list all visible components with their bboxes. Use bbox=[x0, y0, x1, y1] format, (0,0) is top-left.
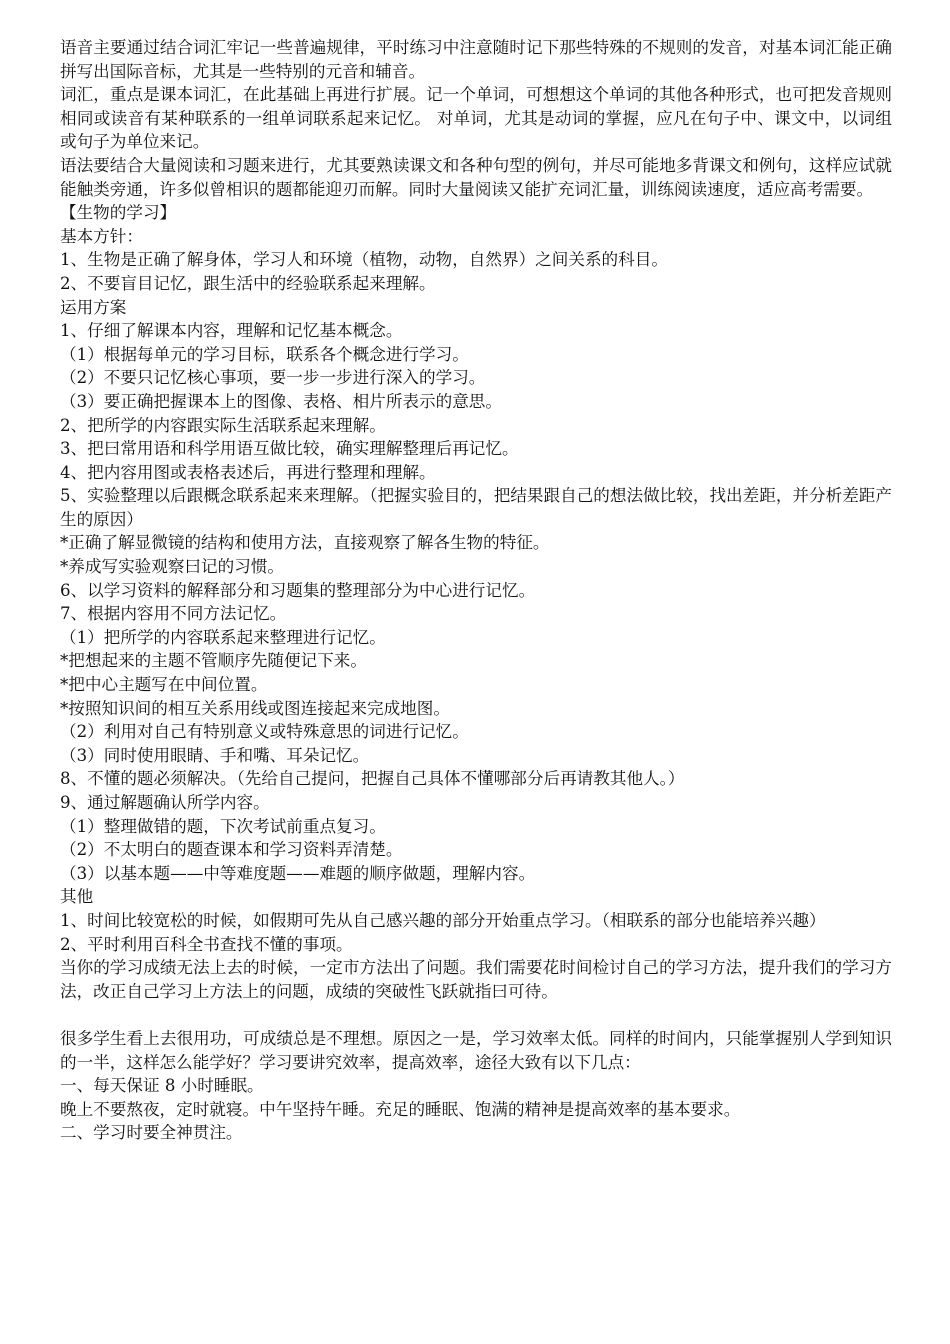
blank-line bbox=[60, 1003, 892, 1027]
section-heading: 【生物的学习】 bbox=[60, 203, 177, 223]
list-item: （3）同时使用眼睛、手和嘴、耳朵记忆。 bbox=[60, 745, 370, 765]
list-item: （2）利用对自己有特别意义或特殊意思的词进行记忆。 bbox=[60, 722, 469, 742]
subheading: 运用方案 bbox=[60, 297, 127, 317]
list-item: 4、把内容用图或表格表述后，再进行整理和理解。 bbox=[60, 462, 436, 482]
paragraph: 很多学生看上去很用功，可成绩总是不理想。原因之一是，学习效率太低。同样的时间内，只能掌握别人学到知识的一半，这样怎么能学好？学习要讲究效率，提高效率，途径大致有以下几点： bbox=[60, 1028, 892, 1072]
list-item: 8、不懂的题必须解决。（先给自己提问，把握自己具体不懂哪部分后再请教其他人。） bbox=[60, 769, 685, 789]
list-item: （3）要正确把握课本上的图像、表格、相片所表示的意思。 bbox=[60, 391, 502, 411]
list-item: （1）整理做错的题，下次考试前重点复习。 bbox=[60, 816, 386, 836]
list-item: 3、把曰常用语和科学用语互做比较，确实理解整理后再记忆。 bbox=[60, 439, 519, 459]
list-item: 一、每天保证 8 小时睡眠。 bbox=[60, 1076, 264, 1096]
paragraph: 语音主要通过结合词汇牢记一些普遍规律，平时练习中注意随时记下那些特殊的不规则的发音，对基本词汇能正确拼写出国际音标，尤其是一些特别的元音和辅音。 bbox=[60, 38, 892, 81]
list-item: （2）不太明白的题查课本和学习资料弄清楚。 bbox=[60, 840, 403, 860]
list-item: *正确了解显微镜的结构和使用方法，直接观察了解各生物的特征。 bbox=[60, 533, 550, 553]
list-item: 1、仔细了解课本内容，理解和记忆基本概念。 bbox=[60, 321, 403, 341]
subheading: 基本方针： bbox=[60, 226, 143, 246]
list-item: （3）以基本题——中等难度题——难题的顺序做题，理解内容。 bbox=[60, 863, 536, 883]
list-item: *把想起来的主题不管顺序先随便记下来。 bbox=[60, 651, 367, 671]
subheading: 其他 bbox=[60, 887, 94, 907]
list-item: *养成写实验观察曰记的习惯。 bbox=[60, 557, 285, 577]
list-item: （1）根据每单元的学习目标，联系各个概念进行学习。 bbox=[60, 344, 469, 364]
list-item: 1、时间比较宽松的时候，如假期可先从自己感兴趣的部分开始重点学习。（相联系的部分也能培养兴趣） bbox=[60, 910, 826, 930]
paragraph: 语法要结合大量阅读和习题来进行，尤其要熟读课文和各种句型的例句，并尽可能地多背课文和例句，这样应试就能触类旁通，许多似曾相识的题都能迎刃而解。同时大量阅读又能扩充词汇量，训练阅读速度，适应高考需要。 bbox=[60, 155, 892, 199]
paragraph: 当你的学习成绩无法上去的时候，一定市方法出了问题。我们需要花时间检讨自己的学习方法，提升我们的学习方法，改正自己学习上方法上的问题，成绩的突破性飞跃就指曰可待。 bbox=[60, 958, 892, 1001]
list-item: 5、实验整理以后跟概念联系起来来理解。（把握实验目的，把结果跟自己的想法做比较，找出差距，并分析差距产生的原因） bbox=[60, 486, 892, 529]
paragraph: 词汇，重点是课本词汇，在此基础上再进行扩展。记一个单词，可想想这个单词的其他各种形式，也可把发音规则相同或读音有某种联系的一组单词联系起来记忆。 对单词，尤其是动词的掌握，应凡在句子中、课文中，以词组或句子为单位来记。 bbox=[60, 85, 892, 152]
list-item: 7、根据内容用不同方法记忆。 bbox=[60, 604, 287, 624]
list-item: *把中心主题写在中间位置。 bbox=[60, 675, 268, 695]
list-item: 2、平时利用百科全书查找不懂的事项。 bbox=[60, 934, 353, 954]
list-item: 2、不要盲目记忆，跟生活中的经验联系起来理解。 bbox=[60, 273, 436, 293]
list-item: *按照知识间的相互关系用线或图连接起来完成地图。 bbox=[60, 698, 450, 718]
list-item: （1）把所学的内容联系起来整理进行记忆。 bbox=[60, 627, 386, 647]
list-item: 9、通过解题确认所学内容。 bbox=[60, 793, 270, 812]
list-item: 1、生物是正确了解身体，学习人和环境（植物，动物，自然界）之间关系的科目。 bbox=[60, 250, 668, 270]
paragraph: 晚上不要熬夜，定时就寝。中午坚持午睡。充足的睡眠、饱满的精神是提高效率的基本要求。 bbox=[60, 1099, 741, 1119]
list-item: 6、以学习资料的解释部分和习题集的整理部分为中心进行记忆。 bbox=[60, 580, 536, 600]
list-item: 二、学习时要全神贯注。 bbox=[60, 1123, 243, 1143]
document-page bbox=[60, 36, 892, 1145]
list-item: 2、把所学的内容跟实际生活联系起来理解。 bbox=[60, 415, 386, 435]
list-item: （2）不要只记忆核心事项，要一步一步进行深入的学习。 bbox=[60, 368, 486, 388]
